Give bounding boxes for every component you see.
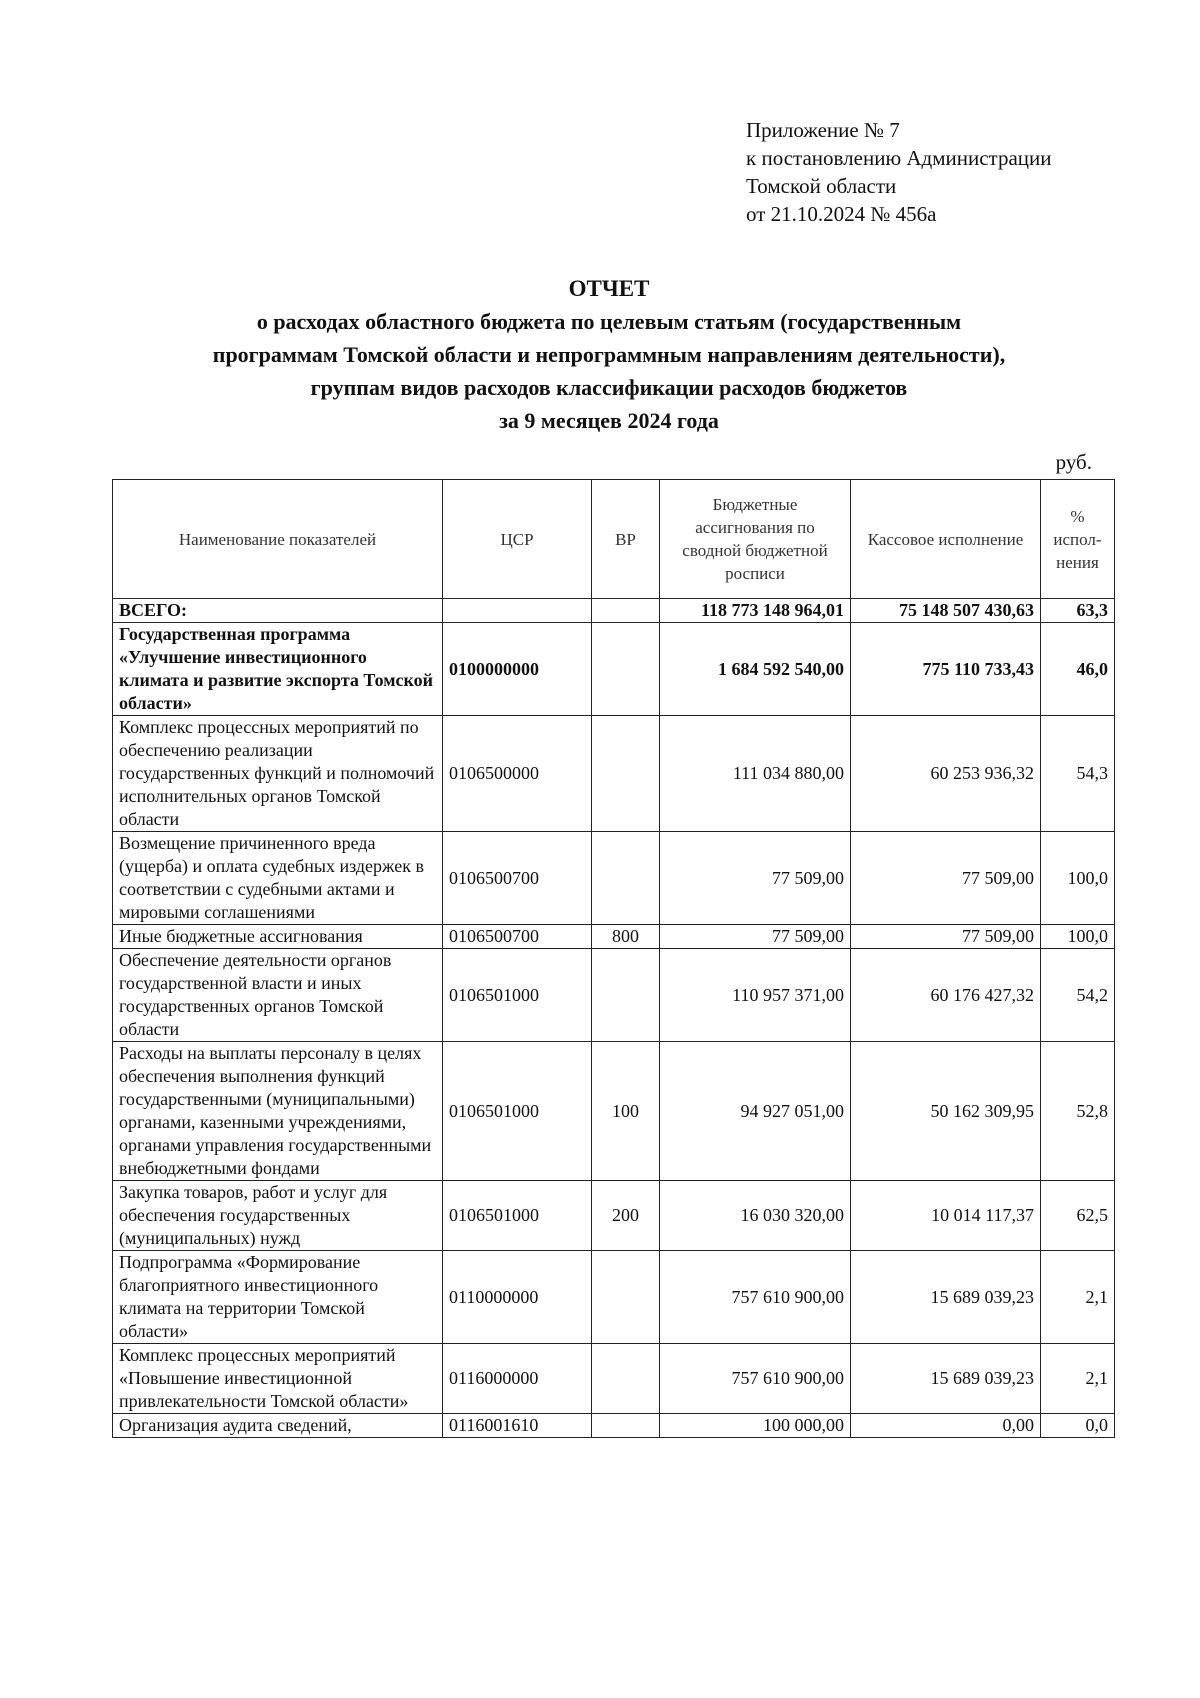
cell-budget: 77 509,00: [660, 925, 851, 949]
header-cash: Кассовое исполнение: [851, 480, 1041, 599]
table-row: [113, 1042, 1115, 1181]
cell-name: Иные бюджетные ассигнования: [113, 925, 443, 949]
cell-pct: 54,2: [1041, 949, 1115, 1042]
cell-csr: 0116001610: [443, 1414, 592, 1438]
cell-budget: 1 684 592 540,00: [660, 623, 851, 716]
table-row: [113, 925, 1115, 949]
cell-csr: 0106501000: [443, 1181, 592, 1251]
report-title-main: ОТЧЕТ: [568, 276, 650, 301]
cell-name: ВСЕГО:: [113, 599, 443, 623]
cell-cash: 77 509,00: [851, 832, 1041, 925]
cell-name: Обеспечение деятельности органов государственной власти и иных государственных органов Томской области: [113, 949, 443, 1042]
cell-cash: 60 253 936,32: [851, 716, 1041, 832]
cell-name: Комплекс процессных мероприятий по обеспечению реализации государственных функций и полномочий исполнительных органов Томской области: [113, 716, 443, 832]
cell-vr: [592, 1414, 660, 1438]
report-table: [112, 479, 1115, 1438]
cell-name: Закупка товаров, работ и услуг для обеспечения государственных (муниципальных) нужд: [113, 1181, 443, 1251]
header-budget: Бюджетные ассигнования по сводной бюджетной росписи: [660, 480, 851, 599]
cell-cash: 10 014 117,37: [851, 1181, 1041, 1251]
cell-pct: 100,0: [1041, 925, 1115, 949]
cell-csr: 0106500700: [443, 925, 592, 949]
appendix-number: Приложение № 7: [746, 118, 900, 142]
cell-vr: 800: [592, 925, 660, 949]
table-row: [113, 623, 1115, 716]
cell-name: Расходы на выплаты персоналу в целях обеспечения выполнения функций государственными (муниципальными) органами, казенными учреждениями, органами управления государственными внебюджетными фондами: [113, 1042, 443, 1181]
cell-vr: 100: [592, 1042, 660, 1181]
table-row: [113, 832, 1115, 925]
cell-csr: 0110000000: [443, 1251, 592, 1344]
cell-csr: 0106500700: [443, 832, 592, 925]
table-row: [113, 716, 1115, 832]
cell-budget: 110 957 371,00: [660, 949, 851, 1042]
table-row: [113, 1181, 1115, 1251]
table-row: [113, 1344, 1115, 1414]
cell-cash: 50 162 309,95: [851, 1042, 1041, 1181]
cell-csr: 0106501000: [443, 949, 592, 1042]
table-row-total: [113, 599, 1115, 623]
cell-csr: [443, 599, 592, 623]
cell-budget: 77 509,00: [660, 832, 851, 925]
cell-cash: 77 509,00: [851, 925, 1041, 949]
cell-budget: 16 030 320,00: [660, 1181, 851, 1251]
cell-name: Возмещение причиненного вреда (ущерба) и оплата судебных издержек в соответствии с судебными актами и мировыми соглашениями: [113, 832, 443, 925]
currency-unit: руб.: [1055, 450, 1092, 474]
report-title-line-1: о расходах областного бюджета по целевым статьям (государственным: [256, 309, 962, 334]
cell-budget: 94 927 051,00: [660, 1042, 851, 1181]
cell-csr: 0116000000: [443, 1344, 592, 1414]
header-vr: ВР: [592, 480, 660, 599]
cell-csr: 0106500000: [443, 716, 592, 832]
cell-budget: 757 610 900,00: [660, 1251, 851, 1344]
table-header-row: [113, 480, 1115, 599]
cell-cash: 15 689 039,23: [851, 1344, 1041, 1414]
cell-vr: [592, 599, 660, 623]
cell-pct: 54,3: [1041, 716, 1115, 832]
cell-vr: [592, 623, 660, 716]
cell-pct: 2,1: [1041, 1344, 1115, 1414]
report-title-line-2: программам Томской области и непрограммным направлениям деятельности),: [212, 342, 1006, 367]
cell-pct: 2,1: [1041, 1251, 1115, 1344]
cell-vr: [592, 716, 660, 832]
cell-pct: 52,8: [1041, 1042, 1115, 1181]
cell-cash: 0,00: [851, 1414, 1041, 1438]
table-row: [113, 1414, 1115, 1438]
cell-vr: [592, 1251, 660, 1344]
cell-vr: [592, 949, 660, 1042]
cell-cash: 775 110 733,43: [851, 623, 1041, 716]
cell-name: Организация аудита сведений,: [113, 1414, 443, 1438]
cell-budget: 100 000,00: [660, 1414, 851, 1438]
cell-pct: 62,5: [1041, 1181, 1115, 1251]
cell-vr: [592, 1344, 660, 1414]
report-title: [112, 272, 1106, 437]
appendix-region: Томской области: [746, 174, 897, 198]
cell-budget: 118 773 148 964,01: [660, 599, 851, 623]
header-pct: % испол-нения: [1041, 480, 1115, 599]
appendix-reference: [746, 116, 1052, 228]
cell-csr: 0100000000: [443, 623, 592, 716]
cell-pct: 46,0: [1041, 623, 1115, 716]
cell-vr: 200: [592, 1181, 660, 1251]
appendix-date: от 21.10.2024 № 456а: [746, 202, 937, 226]
cell-pct: 63,3: [1041, 599, 1115, 623]
cell-pct: 0,0: [1041, 1414, 1115, 1438]
cell-budget: 757 610 900,00: [660, 1344, 851, 1414]
cell-cash: 75 148 507 430,63: [851, 599, 1041, 623]
cell-name: Подпрограмма «Формирование благоприятного инвестиционного климата на территории Томской области»: [113, 1251, 443, 1344]
appendix-decree: к постановлению Администрации: [746, 146, 1052, 170]
report-title-line-3: группам видов расходов классификации расходов бюджетов: [310, 375, 908, 400]
cell-pct: 100,0: [1041, 832, 1115, 925]
cell-cash: 60 176 427,32: [851, 949, 1041, 1042]
cell-cash: 15 689 039,23: [851, 1251, 1041, 1344]
header-name: Наименование показателей: [113, 480, 443, 599]
report-title-line-4: за 9 месяцев 2024 года: [499, 408, 719, 433]
table-row: [113, 949, 1115, 1042]
table-row: [113, 1251, 1115, 1344]
cell-name: Государственная программа «Улучшение инвестиционного климата и развитие экспорта Томской области»: [113, 623, 443, 716]
cell-vr: [592, 832, 660, 925]
cell-budget: 111 034 880,00: [660, 716, 851, 832]
cell-name: Комплекс процессных мероприятий «Повышение инвестиционной привлекательности Томской области»: [113, 1344, 443, 1414]
header-csr: ЦСР: [443, 480, 592, 599]
cell-csr: 0106501000: [443, 1042, 592, 1181]
